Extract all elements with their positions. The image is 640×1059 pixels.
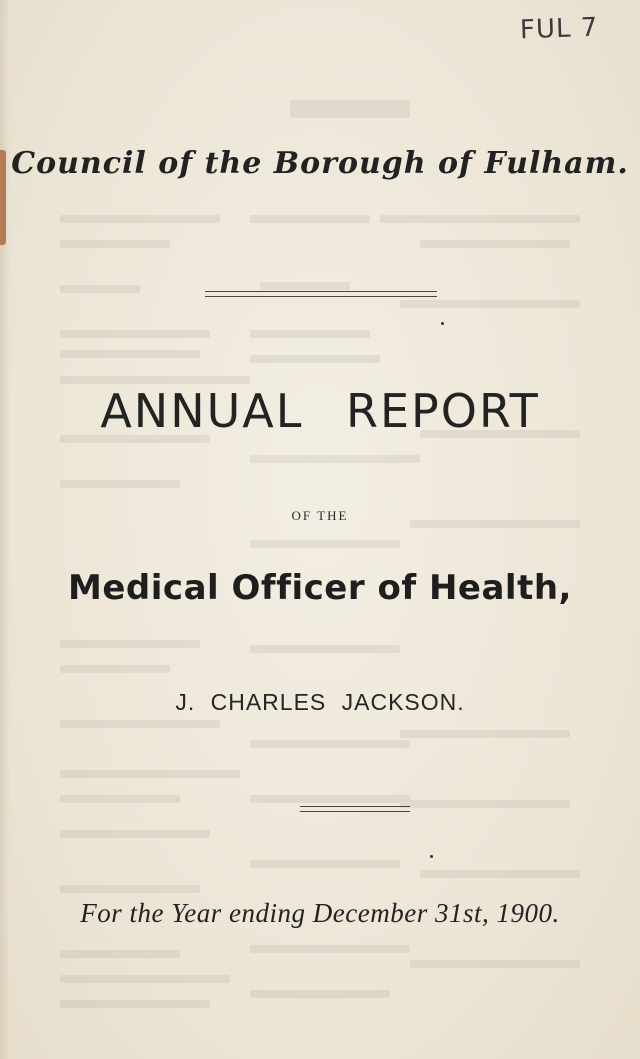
council-heading: Council of the Borough of Fulham. — [11, 146, 629, 181]
officer-name: J. CHARLES JACKSON. — [175, 689, 465, 715]
bottom-double-rule — [300, 806, 410, 812]
ink-speck — [430, 855, 433, 858]
year-line: For the Year ending December 31st, 1900. — [80, 898, 560, 928]
handwritten-reference: FUL 7 — [519, 12, 599, 46]
report-title: ANNUAL REPORT — [100, 384, 540, 438]
officer-title: Medical Officer of Health, — [68, 568, 572, 608]
top-double-rule — [205, 291, 437, 297]
ink-speck — [441, 322, 444, 325]
of-the-label: OF THE — [291, 508, 349, 523]
